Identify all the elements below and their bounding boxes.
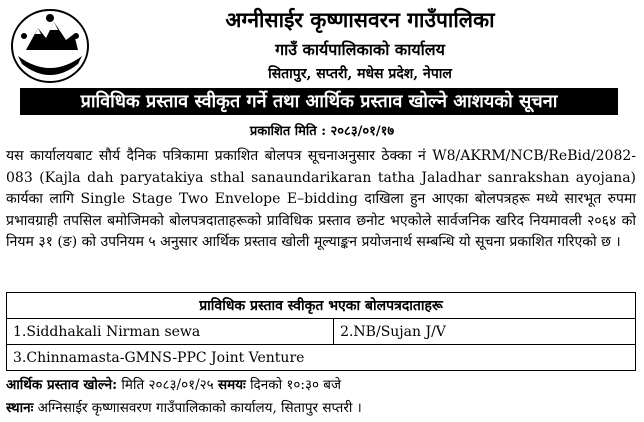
opening-label: आर्थिक प्रस्ताव खोल्ने: xyxy=(6,377,118,393)
table-cell: 1.Siddhakali Nirman sewa xyxy=(7,319,334,345)
published-date: प्रकाशित मिति : २०८३/०१/१७ xyxy=(249,124,395,139)
opening-date: मिति २०८३/०१/२५ xyxy=(121,377,214,393)
venue-value: अग्निसाईर कृष्णासवरण गाउँपालिकाको कार्यालय, सितापुर सप्तरी । xyxy=(37,400,362,416)
opening-time: दिनको १०:३० बजे xyxy=(250,377,342,393)
opening-line xyxy=(6,375,636,393)
table-row xyxy=(7,319,636,345)
notice-body: यस कार्यालयबाट सौर्य दैनिक पत्रिकामा प्रकाशित बोलपत्र सूचनाअनुसार ठेक्का नं W8/AKRM/NCB/ReBid/2082-083 (Kajla dah paryatakiya sthal sanaundarikaran tatha Jaladhar sanrakshan ayojana) कार्यका लागि Single Stage Two Envelope E–bidding दाखिला हुन आएका बोलपत्रहरू मध्ये सारभूत रुपमा प्रभावग्राही तपसिल बमोजिमको बोलपत्रदाताहरूको प्राविधिक प्रस्ताव छनोट भएकोले सार्वजनिक खरिद नियमावली २०६४ को नियम ३१ (ङ) को उपनियम ५ अनुसार आर्थिक प्रस्ताव खोली मूल्याङ्कन प्रयोजनार्थ सम्बन्धि यो सूचना प्रकाशित गरिएको छ । xyxy=(6,148,636,250)
nepal-emblem-logo xyxy=(8,6,92,86)
venue-line xyxy=(6,398,636,416)
office-name: अग्नीसाईर कृष्णासवरन गाउँपालिका xyxy=(225,7,495,32)
table-cell: 3.Chinnamasta-GMNS-PPC Joint Venture xyxy=(7,345,636,371)
table-cell: 2.NB/Sujan J/V xyxy=(334,319,636,345)
office-address: सितापुर, सप्तरी, मधेस प्रदेश, नेपाल xyxy=(268,66,452,82)
office-subtitle: गाउँ कार्यपालिकाको कार्यालय xyxy=(275,40,445,59)
venue-label: स्थानः xyxy=(6,400,34,416)
time-label: समयः xyxy=(218,377,246,393)
notice-title: प्राविधिक प्रस्ताव स्वीकृत गर्ने तथा आर्थिक प्रस्ताव खोल्ने आशयको सूचना xyxy=(20,88,618,115)
table-header-row xyxy=(7,293,636,319)
table-heading: प्राविधिक प्रस्ताव स्वीकृत भएका बोलपत्रदाताहरू xyxy=(7,293,636,319)
bidders-table xyxy=(6,292,636,371)
table-row xyxy=(7,345,636,371)
